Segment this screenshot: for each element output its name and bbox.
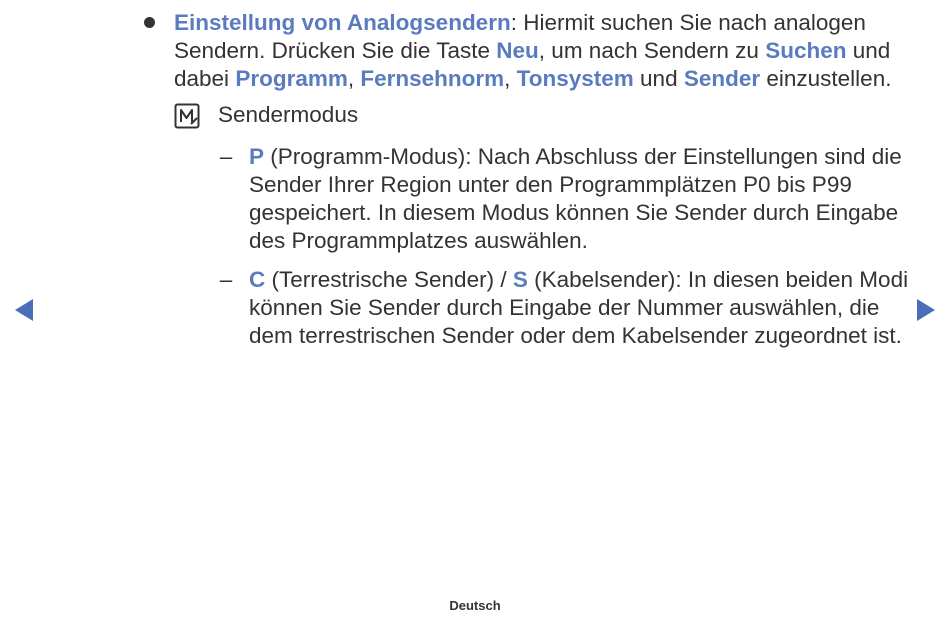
bullet-item-analog-channels — [174, 9, 914, 93]
bullet-dot — [144, 17, 155, 28]
mode-description: (Kabelsender): In diesen beiden Modi können Sie Sender durch Eingabe der Nummer auswählen, die dem terrestrischen Sender oder dem Kabelsender zugeordnet ist. — [249, 267, 909, 348]
bullet-text: einzustellen. — [760, 66, 892, 91]
triangle-right-icon[interactable] — [917, 299, 935, 321]
mode-description: (Terrestrische Sender) / — [265, 267, 513, 292]
mode-item-terrestrial-cable — [219, 266, 917, 350]
mode-item-program — [219, 143, 917, 255]
bullet-term: Einstellung von Analogsendern — [174, 10, 511, 35]
field-label-channel: Sender — [683, 66, 761, 91]
field-label-tv-norm: Fernsehnorm — [360, 66, 505, 91]
footer-language: Deutsch — [449, 598, 501, 613]
note-icon — [174, 103, 200, 129]
bullet-text: , — [347, 66, 361, 91]
field-label-program: Programm — [235, 66, 348, 91]
key-label-new: Neu — [496, 38, 539, 63]
bullet-text: und — [633, 66, 684, 91]
bullet-text: : Hiermit suchen Sie nach analogen Sendern. Drücken Sie die Taste — [174, 10, 866, 63]
note-title: Sendermodus — [218, 102, 359, 127]
dash-marker: – — [219, 144, 233, 169]
mode-key-p: P — [249, 144, 265, 169]
mode-key-s: S — [512, 267, 528, 292]
bullet-text: , um nach Sendern zu — [538, 38, 766, 63]
bullet-text: und dabei — [174, 38, 891, 91]
mode-description: (Programm-Modus): Nach Abschluss der Einstellungen sind die Sender Ihrer Region unter den Programmplätzen P0 bis P99 gespeichert. In diesem Modus können Sie Sender durch Eingabe des Programmplatzes auswählen. — [249, 144, 902, 253]
triangle-left-icon[interactable] — [15, 299, 33, 321]
key-label-search: Suchen — [765, 38, 847, 63]
field-label-sound-system: Tonsystem — [516, 66, 634, 91]
mode-key-c: C — [249, 267, 266, 292]
bullet-text: , — [504, 66, 517, 91]
dash-marker: – — [219, 267, 233, 292]
